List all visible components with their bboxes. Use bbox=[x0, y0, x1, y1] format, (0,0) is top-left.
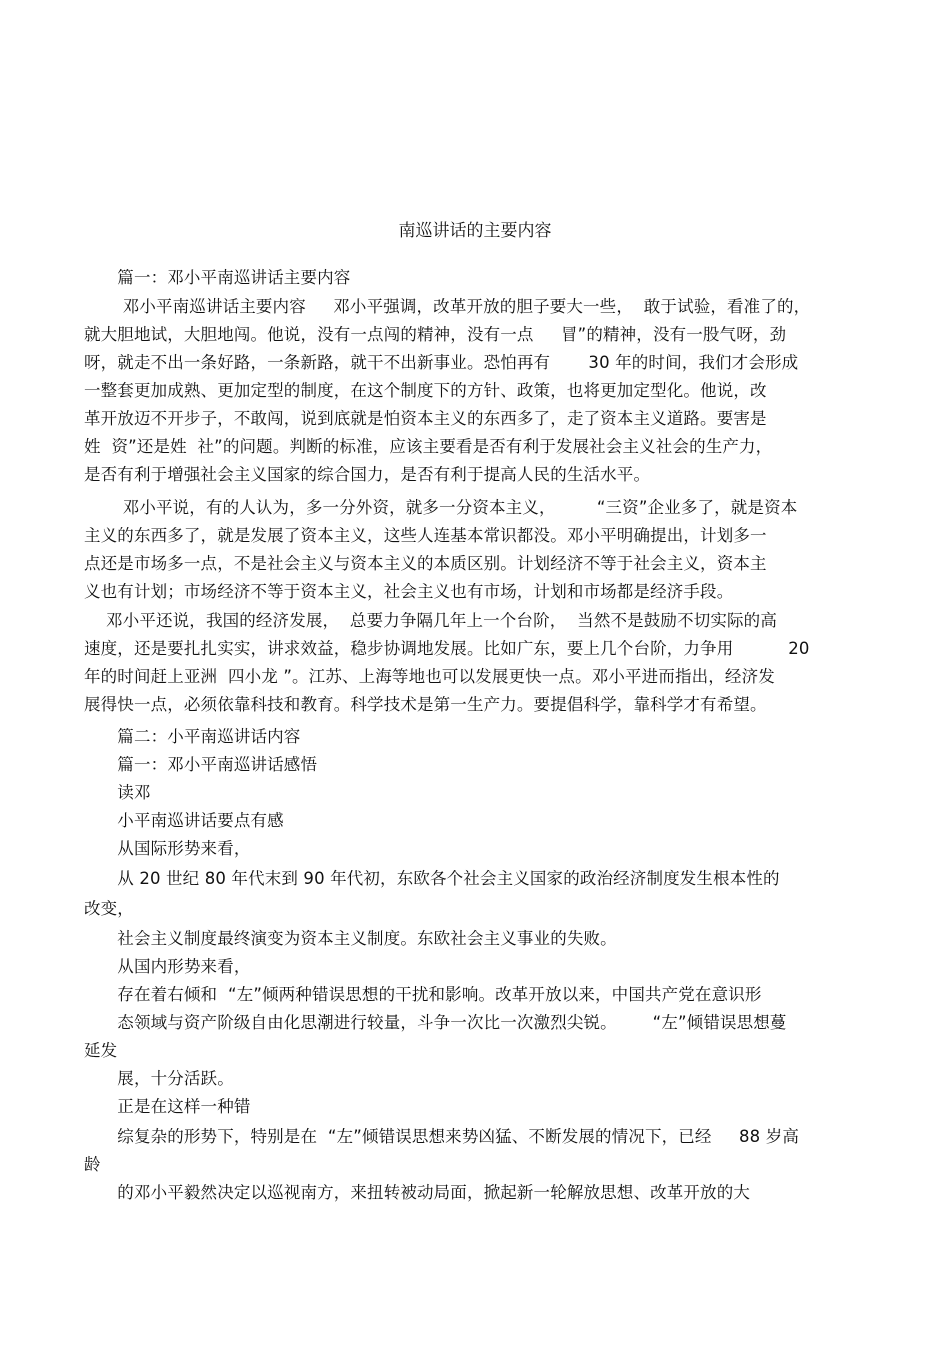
text-line: 速度，还是要扎扎实实，讲求效益，稳步协调地发展。比如广东，要上几个台阶，力争用 20 bbox=[84, 639, 810, 658]
text-line: 展，十分活跃。 bbox=[84, 1069, 234, 1088]
text-line: 邓小平说，有的人认为，多一分外资，就多一分资本主义， “三资”企业多了，就是资本 bbox=[84, 498, 798, 517]
text-line: 综复杂的形势下，特别是在 “左”倾错误思想来势凶猛、不断发展的情况下，已经 88 岁高 bbox=[84, 1127, 800, 1146]
text-line: 一整套更加成熟、更加定型的制度，在这个制度下的方针、政策，也将更加定型化。他说，改 bbox=[84, 381, 767, 400]
document-title: 南巡讲话的主要内容 bbox=[398, 221, 552, 241]
text-line: 从 20 世纪 80 年代末到 90 年代初，东欧各个社会主义国家的政治经济制度发生根本性的 bbox=[84, 869, 780, 888]
text-line: 从国际形势来看， bbox=[84, 839, 251, 858]
text-line: 延发 bbox=[84, 1041, 118, 1060]
text-line: 邓小平南巡讲话主要内容 邓小平强调，改革开放的胆子要大一些， 敢于试验，看准了的， bbox=[84, 297, 811, 316]
text-line: 社会主义制度最终演变为资本主义制度。东欧社会主义事业的失败。 bbox=[84, 929, 617, 948]
text-line: 展得快一点，必须依靠科技和教育。科学技术是第一生产力。要提倡科学，靠科学才有希望。 bbox=[84, 695, 767, 714]
text-line: 篇一：邓小平南巡讲话主要内容 bbox=[84, 268, 351, 287]
text-line: 姓 资”还是姓 社”的问题。判断的标准，应该主要看是否有利于发展社会主义社会的生产力， bbox=[84, 437, 773, 456]
text-line: 改变， bbox=[84, 899, 134, 918]
text-line: 存在着右倾和 “左”倾两种错误思想的干扰和影响。改革开放以来，中国共产党在意识形 bbox=[84, 985, 762, 1004]
text-line: 龄 bbox=[84, 1155, 101, 1174]
text-line: 就大胆地试，大胆地闯。他说，没有一点闯的精神，没有一点 冒”的精神，没有一股气呀，劲 bbox=[84, 325, 787, 344]
text-line: 是否有利于增强社会主义国家的综合国力，是否有利于提高人民的生活水平。 bbox=[84, 465, 651, 484]
text-line: 年的时间赶上亚洲 四小龙 ”。江苏、上海等地也可以发展更快一点。邓小平进而指出，经济发 bbox=[84, 667, 775, 686]
text-line: 呀，就走不出一条好路，一条新路，就干不出新事业。恐怕再有 30 年的时间，我们才会形成 bbox=[84, 353, 799, 372]
text-line: 篇一：邓小平南巡讲话感悟 bbox=[84, 755, 318, 774]
text-line: 读邓 bbox=[84, 783, 151, 802]
text-line: 主义的东西多了，就是发展了资本主义，这些人连基本常识都没。邓小平明确提出，计划多一 bbox=[84, 526, 767, 545]
text-line: 篇二：小平南巡讲话内容 bbox=[84, 727, 301, 746]
text-line: 小平南巡讲话要点有感 bbox=[84, 811, 284, 830]
text-line: 邓小平还说，我国的经济发展， 总要力争隔几年上一个台阶， 当然不是鼓励不切实际的高 bbox=[84, 611, 777, 630]
text-line: 的邓小平毅然决定以巡视南方，来扭转被动局面，掀起新一轮解放思想、改革开放的大 bbox=[84, 1183, 750, 1202]
text-line: 义也有计划；市场经济不等于资本主义，社会主义也有市场，计划和市场都是经济手段。 bbox=[84, 582, 734, 601]
text-line: 点还是市场多一点，不是社会主义与资本主义的本质区别。计划经济不等于社会主义，资本主 bbox=[84, 554, 767, 573]
text-line: 革开放迈不开步子，不敢闯，说到底就是怕资本主义的东西多了，走了资本主义道路。要害是 bbox=[84, 409, 767, 428]
text-line: 态领域与资产阶级自由化思潮进行较量，斗争一次比一次激烈尖锐。 “左”倾错误思想蔓 bbox=[84, 1013, 787, 1032]
text-line: 正是在这样一种错 bbox=[84, 1097, 251, 1116]
text-line: 从国内形势来看， bbox=[84, 957, 251, 976]
